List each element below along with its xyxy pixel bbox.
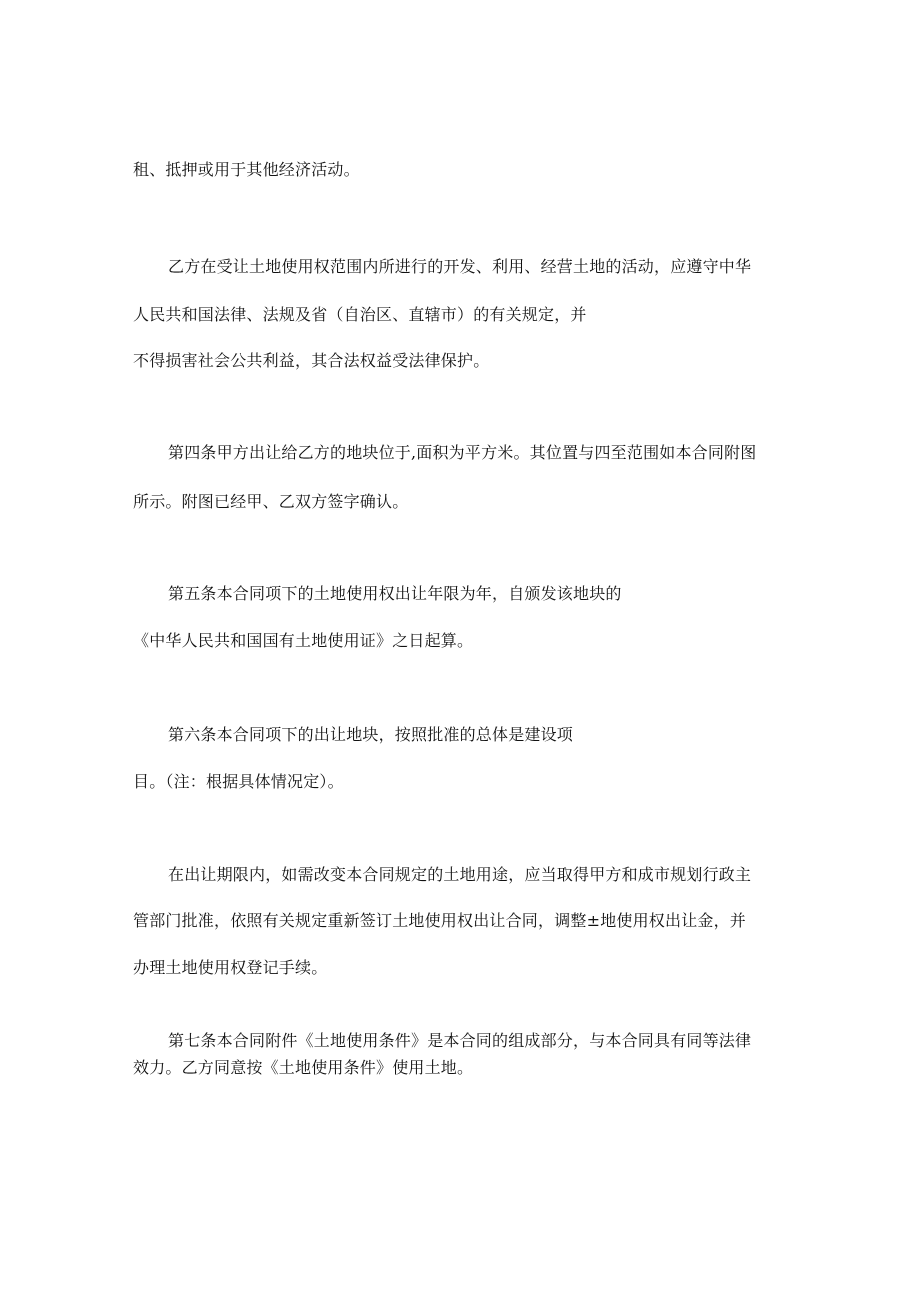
article-6-line: 第六条本合同项下的出让地块，按照批准的总体是建设项	[168, 725, 574, 744]
article-4-line: 第四条甲方出让给乙方的地块位于,面积为平方米。其位置与四至范围如本合同附图	[168, 443, 757, 462]
paragraph-line: 乙方在受让土地使用权范围内所进行的开发、利用、经营土地的活动，应遵守中华	[168, 257, 752, 276]
article-5-line: 第五条本合同项下的土地使用权出让年限为年，自颁发该地块的	[168, 584, 622, 603]
article-4-line: 所示。附图已经甲、乙双方签字确认。	[133, 492, 409, 511]
paragraph-line: 不得损害社会公共利益，其合法权益受法律保护。	[133, 351, 490, 370]
article-5-line: 《中华人民共和国国有土地使用证》之日起算。	[133, 631, 474, 650]
paragraph-line: 在出让期限内，如需改变本合同规定的土地用途，应当取得甲方和成市规划行政主	[168, 865, 752, 884]
article-7-line: 第七条本合同附件《土地使用条件》是本合同的组成部分，与本合同具有同等法律	[168, 1031, 752, 1050]
paragraph-line: 办理土地使用权登记手续。	[133, 958, 328, 977]
article-6-line: 目。（注：根据具体情况定）。	[133, 772, 344, 791]
article-7-line: 效力。乙方同意按《土地使用条件》使用土地。	[133, 1058, 474, 1077]
paragraph-line: 管部门批准，依照有关规定重新签订土地使用权出让合同，调整±地使用权出让金，并	[133, 911, 747, 930]
paragraph-line: 人民共和国法律、法规及省（自治区、直辖市）的有关规定，并	[133, 305, 587, 324]
paragraph-line: 租、抵押或用于其他经济活动。	[133, 160, 360, 179]
